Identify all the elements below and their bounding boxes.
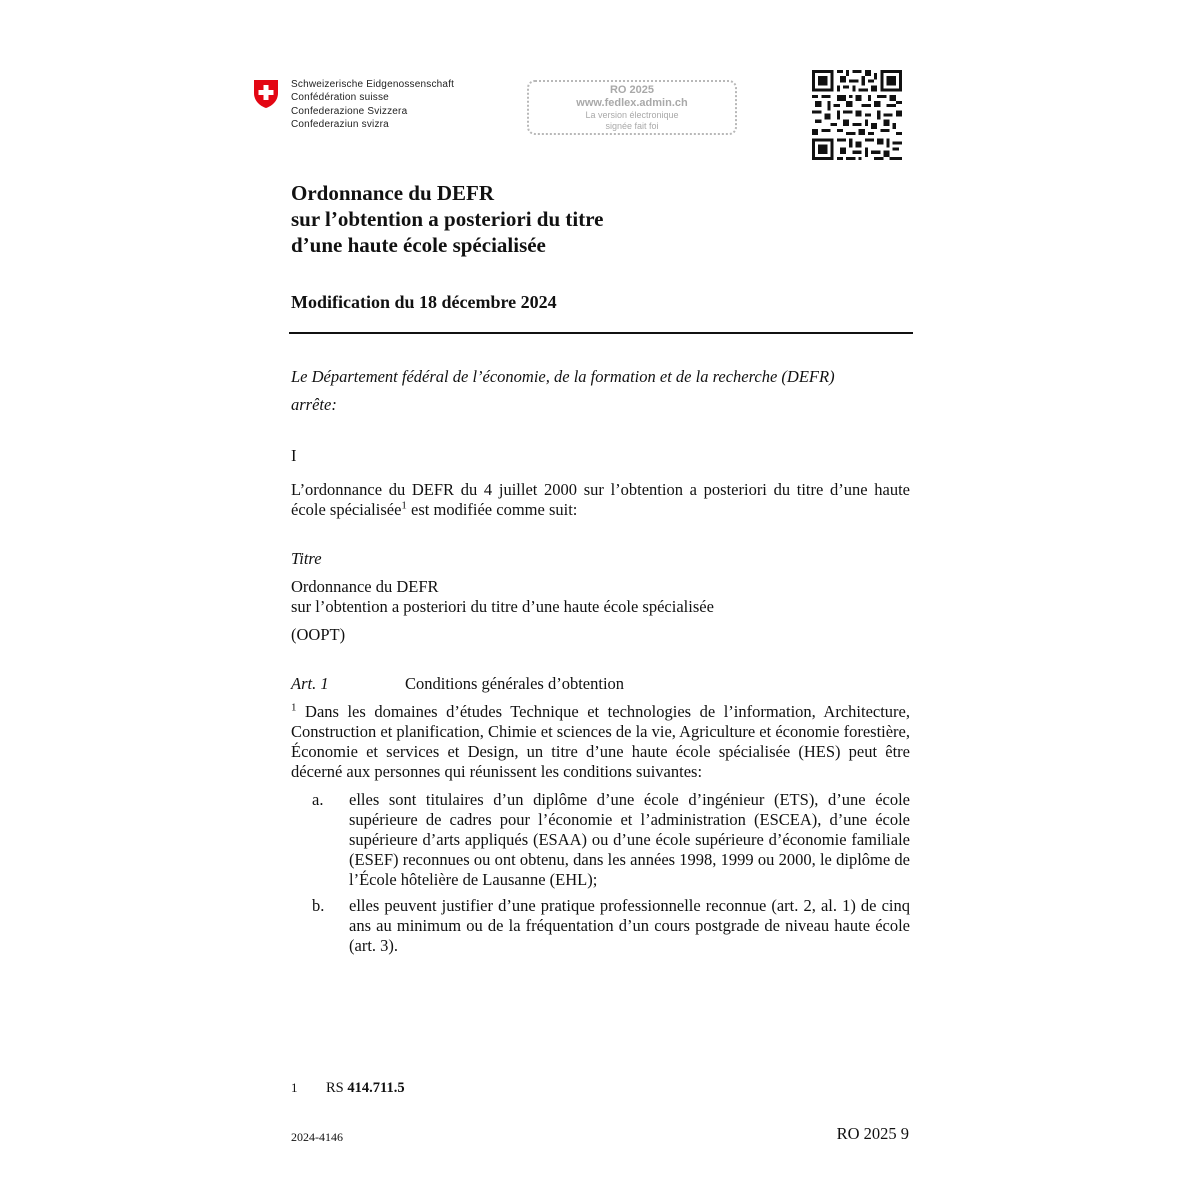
footnote-number: 1 xyxy=(291,1080,298,1095)
page-reference: RO 2025 9 xyxy=(836,1124,909,1143)
confederation-logo xyxy=(253,79,454,132)
titre-label: Titre xyxy=(291,549,322,568)
intro-text-end: est modifiée comme suit: xyxy=(406,500,578,519)
official-stamp xyxy=(527,80,737,135)
preamble-line-1: Le Département fédéral de l’économie, de la formation et de la recherche (DEFR) xyxy=(291,367,835,386)
preamble xyxy=(291,363,910,419)
confederation-name-it: Confederazione Svizzera xyxy=(291,105,408,117)
title-divider xyxy=(289,332,913,334)
qr-code-icon xyxy=(812,70,902,160)
document-title xyxy=(291,180,603,258)
document-id: 2024-4146 xyxy=(291,1130,343,1144)
stamp-line-4: signée fait foi xyxy=(605,121,659,131)
conditions-list xyxy=(291,790,910,962)
new-title-line-1: Ordonnance du DEFR xyxy=(291,577,439,596)
article-paragraph-1 xyxy=(291,702,910,782)
abbreviation: (OOPT) xyxy=(291,625,346,644)
list-item-mark: b. xyxy=(312,896,325,915)
section-number: I xyxy=(291,446,297,465)
title-line-3: d’une haute école spécialisée xyxy=(291,233,546,257)
stamp-line-3: La version électronique xyxy=(585,110,679,120)
footnote-ref[interactable]: 1 xyxy=(401,499,407,512)
modification-date: Modification du 18 décembre 2024 xyxy=(291,292,557,312)
article-number: Art. 1 xyxy=(291,674,329,693)
swiss-shield-icon xyxy=(253,79,279,109)
title-line-1: Ordonnance du DEFR xyxy=(291,181,495,205)
article-heading xyxy=(291,674,624,694)
paragraph-text: Dans les domaines d’études Technique et technologies de l’information, Architecture, Construction et planification, Chimie et sciences de la vie, Agriculture et économie forestière, Économie et services et Design, un titre d’une haute école spécialisée (HES) peut être décerné aux personnes qui réunissent les conditions suivantes: xyxy=(291,702,910,781)
confederation-name-de: Schweizerische Eidgenossenschaft xyxy=(291,79,455,90)
confederation-name-rm: Confederaziun svizra xyxy=(291,119,389,131)
footnote-reference[interactable]: 414.711.5 xyxy=(347,1080,405,1096)
list-item xyxy=(291,790,910,890)
list-item-text: elles sont titulaires d’un diplôme d’une école d’ingénieur (ETS), d’une école supérieure de cadres pour l’économie et l’administration (ESCEA), d’une école supérieure d’arts appliqués (ESAA) ou d’une école supérieure d’économie familiale (ESEF) reconnues ou ont obtenu, dans les années 1998, 1999 ou 2000, le diplôme de l’École hôtelière de Lausanne (EHL); xyxy=(349,790,910,889)
new-title xyxy=(291,577,910,617)
paragraph-number: 1 xyxy=(291,701,297,714)
title-line-2: sur l’obtention a posteriori du titre xyxy=(291,207,604,231)
list-item-text: elles peuvent justifier d’une pratique professionnelle reconnue (art. 2, al. 1) de cinq ans au minimum ou de la fréquentation d’un cours postgrade de niveau haute école (art. 3). xyxy=(349,896,910,955)
footnote xyxy=(291,1079,405,1097)
preamble-line-2: arrête: xyxy=(291,395,337,414)
list-item-mark: a. xyxy=(312,790,324,809)
article-title: Conditions générales d’obtention xyxy=(405,674,625,693)
list-item xyxy=(291,896,910,956)
confederation-name-fr: Confédération suisse xyxy=(291,92,389,104)
confederation-names xyxy=(291,78,454,132)
stamp-line-2: www.fedlex.admin.ch xyxy=(576,97,688,109)
intro-paragraph xyxy=(291,480,910,520)
stamp-line-1: RO 2025 xyxy=(609,84,655,96)
intro-text: L’ordonnance du DEFR du 4 juillet 2000 sur l’obtention a posteriori du titre d’une haute école spécialisée xyxy=(291,480,910,519)
footnote-prefix: RS xyxy=(326,1080,348,1096)
new-title-line-2: sur l’obtention a posteriori du titre d’une haute école spécialisée xyxy=(291,597,714,616)
